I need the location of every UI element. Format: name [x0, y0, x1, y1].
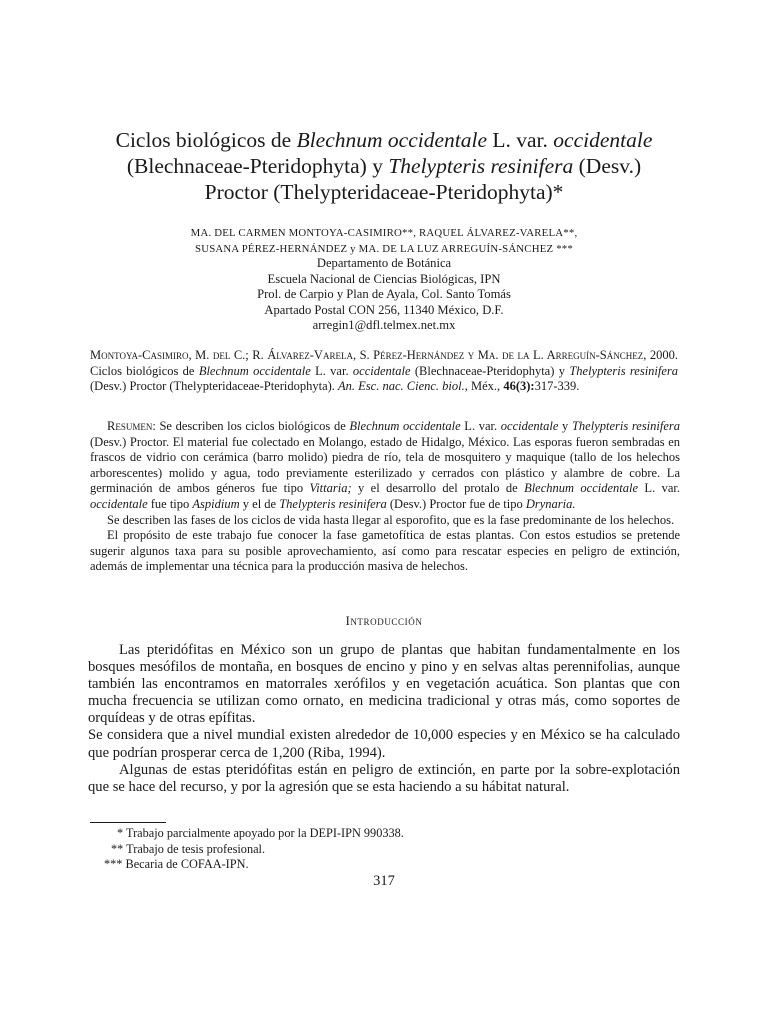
citation-text: , 2000. Ciclos biológicos de: [90, 348, 679, 378]
abstract-genus: Vittaria;: [309, 481, 352, 496]
body-paragraph: Las pteridófitas en México son un grupo de plantas que habitan fundamentalmente en los bosques mesófilos de montaña, en bosques de encino y pino y en selvas altas perennifolias, aunque también las encontramos en matorrales xerófilos y en vegetación acuática. Son plantas que con mucha frecuencia se utilizan como ornato, en medicina tradicional y otras más, como soportes de orquídeas y de otras epífitas.: [88, 642, 680, 727]
abstract-genus: Drynaria.: [525, 496, 576, 511]
body-paragraph: Algunas de estas pteridófitas están en peligro de extinción, en parte por la sobre-explotación que se hace del recurso, y por la agresión que se esta haciendo a su hábitat natural.: [88, 761, 680, 795]
footnote: ** Trabajo de tesis profesional.: [111, 841, 266, 856]
introduction-body: [88, 642, 680, 796]
title-variety: occidentale: [553, 128, 653, 152]
abstract-text: y: [558, 419, 572, 433]
section-heading: Introducción: [345, 614, 423, 628]
abstract-text: L. var.: [460, 419, 501, 433]
title-text: Ciclos biológicos de: [115, 128, 297, 152]
abstract-text: y el desarrollo del protalo de: [351, 481, 525, 496]
citation-block: [90, 348, 678, 395]
citation-variety: occidentale: [352, 363, 411, 378]
abstract-text: y el de: [239, 496, 280, 511]
footnote-divider: [90, 822, 166, 823]
citation-pages: 317-339.: [534, 379, 580, 393]
abstract-species: Thelypteris resinifera: [571, 419, 681, 433]
title-text: (Desv.): [573, 154, 642, 178]
abstract-label: Resumen:: [107, 419, 156, 433]
affiliation-email[interactable]: arregin1@dfl.telmex.net.mx: [312, 318, 456, 333]
footnotes: [104, 826, 664, 873]
abstract-text: fue tipo: [147, 496, 193, 511]
abstract: [90, 419, 680, 575]
footnote: *** Becaria de COFAA-IPN.: [104, 857, 249, 871]
abstract-species: Thelypteris resinifera: [279, 496, 387, 511]
title-species-2: Thelypteris resinifera: [388, 154, 574, 178]
citation-journal: An. Esc. nac. Cienc. biol.: [338, 379, 465, 393]
title-text: Proctor (Thelypteridaceae-Pteridophyta)*: [204, 180, 564, 204]
abstract-text: (Desv.) Proctor. El material fue colectado en Molango, estado de Hidalgo, México. Las esporas fueron sembradas en frascos de vidrio con cerámica (barro molido) piedra de río, tela de mosquitero y maquique (tallo de los helechos arborescentes) molido y agua, todo previamente esterilizado y cerrados con plástico y alambre de cobre. La germinación de ambos géneros fue tipo: [90, 434, 680, 496]
affiliation-school: Escuela Nacional de Ciencias Biológicas, IPN: [267, 271, 501, 286]
citation-text: , Méx.,: [464, 379, 504, 393]
author-line: MA. DEL CARMEN MONTOYA-CASIMIRO**, RAQUEL ÁLVAREZ-VARELA**,: [190, 227, 578, 239]
abstract-paragraph: [90, 419, 680, 513]
abstract-genus: Aspidium: [192, 496, 240, 511]
title-text: (Blechnaceae-Pteridophyta) y: [126, 154, 389, 178]
affiliation-block: [150, 256, 618, 334]
abstract-text: L. var.: [638, 481, 680, 496]
abstract-text: (Desv.) Proctor fue de tipo: [386, 496, 526, 511]
abstract-paragraph: El propósito de este trabajo fue conocer la fase gametofítica de estas plantas. Con estos estudios se pretende sugerir algunos taxa para su posible aprovechamiento, así como para rescatar especies en peligro de extinción, además de implementar una técnica para la producción masiva de helechos.: [90, 528, 680, 574]
citation-authors: Montoya-Casimiro, M. del C.; R. Álvarez-Varela, S. Pérez-Hernández y Ma. de la L. Arreguín-Sánchez: [90, 348, 644, 362]
title-text: L. var.: [487, 128, 554, 152]
page-number: 317: [373, 873, 395, 889]
affiliation-street: Prol. de Carpio y Plan de Ayala, Col. Santo Tomás: [257, 287, 511, 302]
abstract-species: Blechnum occidentale: [524, 481, 639, 496]
citation-text: (Blechnaceae-Pteridophyta) y: [410, 363, 570, 378]
citation-species: Thelypteris resinifera: [569, 363, 679, 378]
title-species-1: Blechnum occidentale: [296, 128, 487, 152]
affiliation-department: Departamento de Botánica: [316, 256, 452, 270]
citation-species: Blechnum occidentale: [198, 363, 311, 378]
abstract-species: Blechnum occidentale: [349, 419, 461, 433]
citation-volume: 46(3):: [503, 379, 535, 393]
author-list: [100, 225, 668, 257]
article-title: [80, 127, 688, 205]
abstract-text: Se describen los ciclos biológicos de: [155, 419, 350, 433]
citation-text: (Desv.) Proctor (Thelypteridaceae-Pteridophyta).: [90, 379, 339, 393]
affiliation-postal: Apartado Postal CON 256, 11340 México, D.F.: [264, 302, 504, 317]
abstract-variety: occidentale: [90, 496, 148, 511]
abstract-paragraph: Se describen las fases de los ciclos de vida hasta llegar al esporofito, que es la fase predominante de los helechos.: [107, 512, 675, 527]
footnote: * Trabajo parcialmente apoyado por la DEPI-IPN 990338.: [117, 826, 404, 840]
abstract-variety: occidentale: [500, 419, 559, 433]
author-line: SUSANA PÉREZ-HERNÁNDEZ y MA. DE LA LUZ ARREGUÍN-SÁNCHEZ ***: [195, 243, 573, 255]
citation-text: L. var.: [310, 363, 353, 378]
body-paragraph: Se considera que a nivel mundial existen alrededor de 10,000 especies y en México se ha calculado que podrían prosperar cerca de 1,200 (Riba, 1994).: [88, 727, 680, 761]
